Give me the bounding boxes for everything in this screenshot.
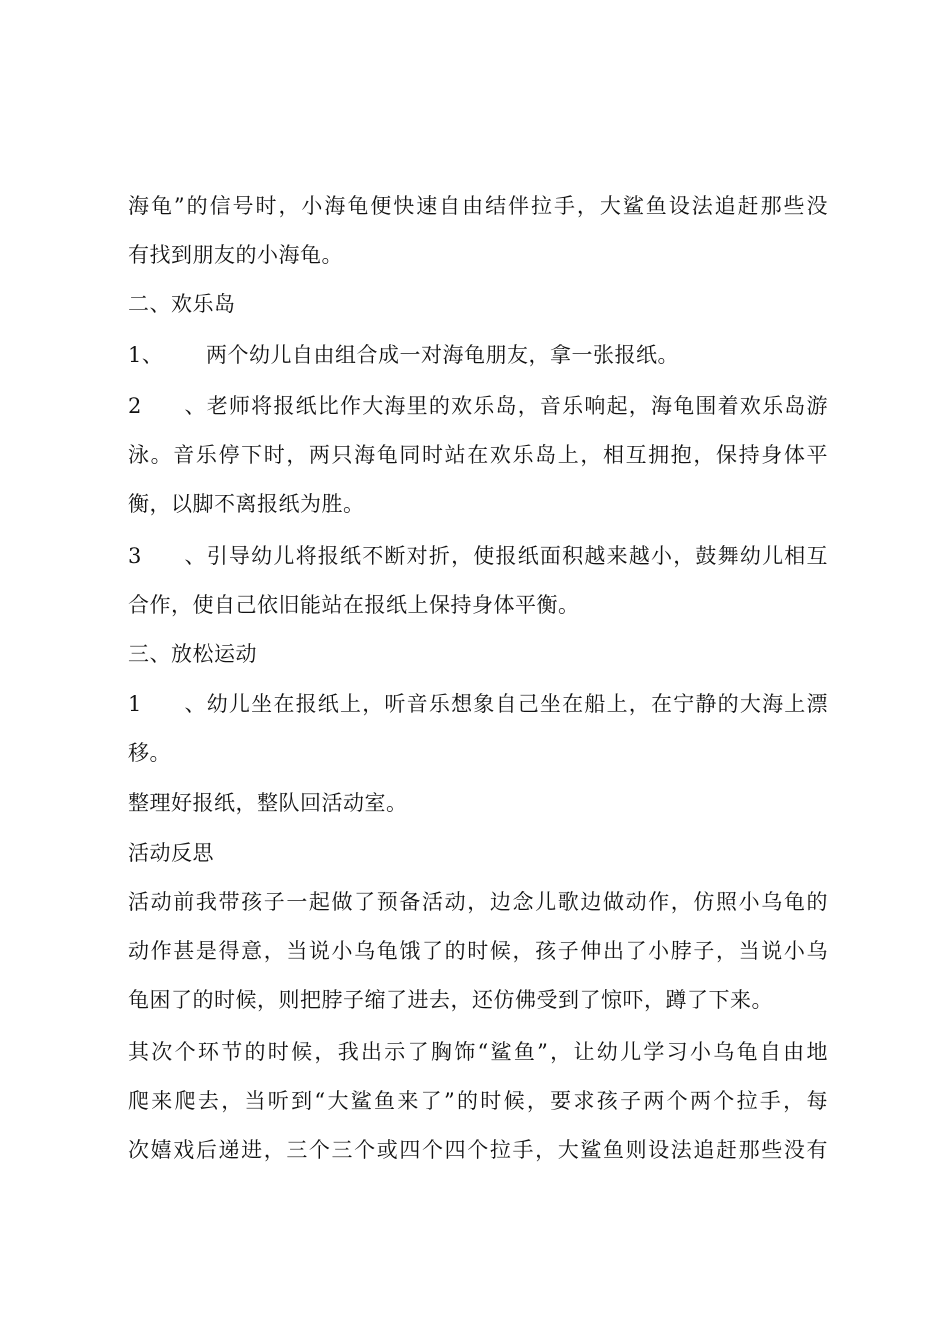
paragraph-line: 有找到朋友的小海龟。	[128, 243, 343, 267]
list-number: 3、	[128, 544, 206, 568]
section-heading: 二、欢乐岛	[128, 292, 236, 316]
paragraph-line: 次嬉戏后递进，三个三个或四个四个拉手，大鲨鱼则设法追赶那些没有	[128, 1138, 828, 1162]
paragraph-line: 衡，以脚不离报纸为胜。	[128, 492, 365, 516]
list-number: 1、	[128, 343, 164, 367]
section-heading: 活动反思	[128, 841, 214, 865]
section-heading: 三、放松运动	[128, 642, 257, 666]
paragraph-line: 爬来爬去，当听到“大鲨鱼来了”的时候，要求孩子两个两个拉手，每	[128, 1089, 828, 1113]
list-text: 引导幼儿将报纸不断对折，使报纸面积越来越小，鼓舞幼儿相互	[206, 544, 828, 568]
list-number: 1、	[128, 692, 206, 716]
paragraph-line: 合作，使自己依旧能站在报纸上保持身体平衡。	[128, 593, 580, 617]
paragraph-line: 泳。音乐停下时，两只海龟同时站在欢乐岛上，相互拥抱，保持身体平	[128, 443, 828, 467]
list-number: 2、	[128, 394, 206, 418]
paragraph-line: 移。	[128, 741, 171, 765]
list-item	[128, 689, 828, 719]
list-text: 老师将报纸比作大海里的欢乐岛，音乐响起，海龟围着欢乐岛游	[206, 394, 828, 418]
paragraph-line: 动作甚是得意，当说小乌龟饿了的时候，孩子伸出了小脖子，当说小乌	[128, 939, 828, 963]
list-item	[128, 541, 828, 571]
paragraph-line: 其次个环节的时候，我出示了胸饰“鲨鱼”，让幼儿学习小乌龟自由地	[128, 1040, 828, 1064]
list-text: 幼儿坐在报纸上，听音乐想象自己坐在船上，在宁静的大海上漂	[206, 692, 828, 716]
paragraph-line: 整理好报纸，整队回活动室。	[128, 791, 408, 815]
list-item	[128, 340, 828, 370]
list-text: 两个幼儿自由组合成一对海龟朋友，拿一张报纸。	[206, 343, 679, 367]
list-item	[128, 391, 828, 421]
paragraph-line: 龟困了的时候，则把脖子缩了进去，还仿佛受到了惊吓，蹲了下来。	[128, 988, 773, 1012]
paragraph-line: 活动前我带孩子一起做了预备活动，边念儿歌边做动作，仿照小乌龟的	[128, 890, 828, 914]
paragraph-line: 海龟”的信号时，小海龟便快速自由结伴拉手，大鲨鱼设法追赶那些没	[128, 194, 828, 218]
